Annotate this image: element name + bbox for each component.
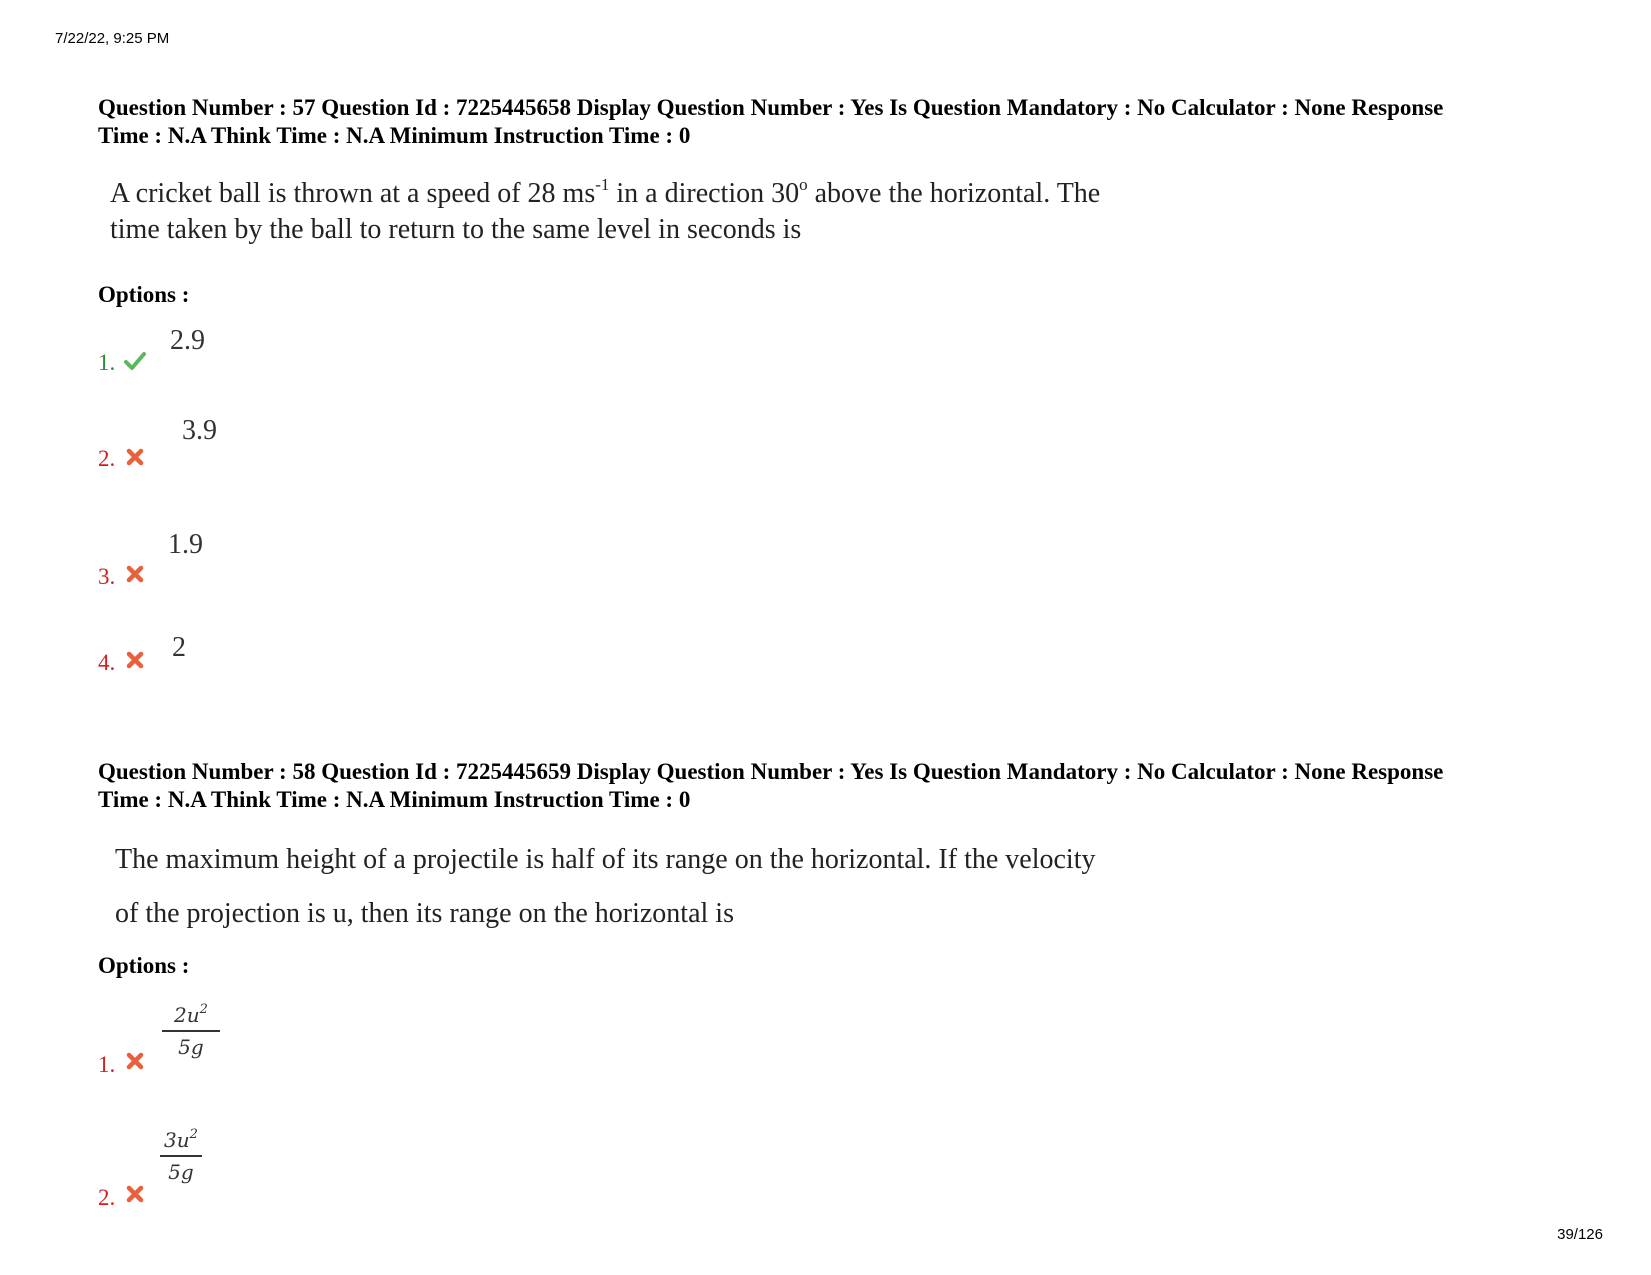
question-header-line1: Question Number : 58 Question Id : 7225445659 Display Question Number : Yes Is Question Mandatory : No Calculator : None Response xyxy=(98,759,1444,784)
option-number: 3. xyxy=(98,564,116,589)
question-header-line2: Time : N.A Think Time : N.A Minimum Instruction Time : 0 xyxy=(98,123,691,148)
cross-icon xyxy=(124,1183,146,1205)
superscript: 2 xyxy=(199,1002,208,1017)
check-icon xyxy=(124,350,146,372)
question-text-part: A cricket ball is thrown at a speed of 28 ms xyxy=(110,178,596,209)
question-text-part: in a direction 30 xyxy=(609,178,800,209)
option-number: 4. xyxy=(98,650,116,675)
cross-icon xyxy=(124,649,146,671)
option-number: 2. xyxy=(98,446,116,471)
superscript: -1 xyxy=(595,175,610,194)
question-58-header xyxy=(98,758,1578,814)
cross-icon xyxy=(124,563,146,585)
option-number: 1. xyxy=(98,350,116,375)
question-57-text-line1 xyxy=(110,175,1101,210)
fraction-denominator: 5g xyxy=(178,1035,204,1059)
cross-icon xyxy=(124,1050,146,1072)
fraction xyxy=(160,1128,202,1184)
fraction-denominator: 5g xyxy=(168,1160,194,1184)
question-58-text-line2: of the projection is u, then its range on the horizontal is xyxy=(115,898,734,929)
question-header-line2: Time : N.A Think Time : N.A Minimum Instruction Time : 0 xyxy=(98,787,691,812)
fraction-numerator xyxy=(162,1003,220,1030)
numerator-text: 2u xyxy=(174,1003,200,1027)
option-number: 2. xyxy=(98,1185,116,1210)
question-58-text-line1: The maximum height of a projectile is half of its range on the horizontal. If the velocity xyxy=(115,844,1096,875)
print-date: 7/22/22, 9:25 PM xyxy=(55,30,170,47)
option-value: 1.9 xyxy=(168,529,203,560)
option-number: 1. xyxy=(98,1052,116,1077)
option-value: 3.9 xyxy=(182,415,217,446)
option-value: 2.9 xyxy=(170,325,205,356)
question-header-line1: Question Number : 57 Question Id : 7225445658 Display Question Number : Yes Is Question Mandatory : No Calculator : None Response xyxy=(98,95,1444,120)
page-number: 39/126 xyxy=(1557,1226,1603,1243)
cross-icon xyxy=(124,446,146,468)
options-label: Options : xyxy=(98,282,190,307)
question-57-text-line2: time taken by the ball to return to the same level in seconds is xyxy=(110,214,802,245)
fraction-numerator xyxy=(160,1128,202,1155)
superscript: 2 xyxy=(189,1127,198,1142)
option-value: 2 xyxy=(172,632,186,663)
options-label: Options : xyxy=(98,953,190,978)
question-57-header xyxy=(98,94,1578,150)
numerator-text: 3u xyxy=(164,1128,190,1152)
superscript: o xyxy=(799,175,808,194)
fraction xyxy=(162,1003,220,1059)
question-text-part: above the horizontal. The xyxy=(807,178,1101,209)
